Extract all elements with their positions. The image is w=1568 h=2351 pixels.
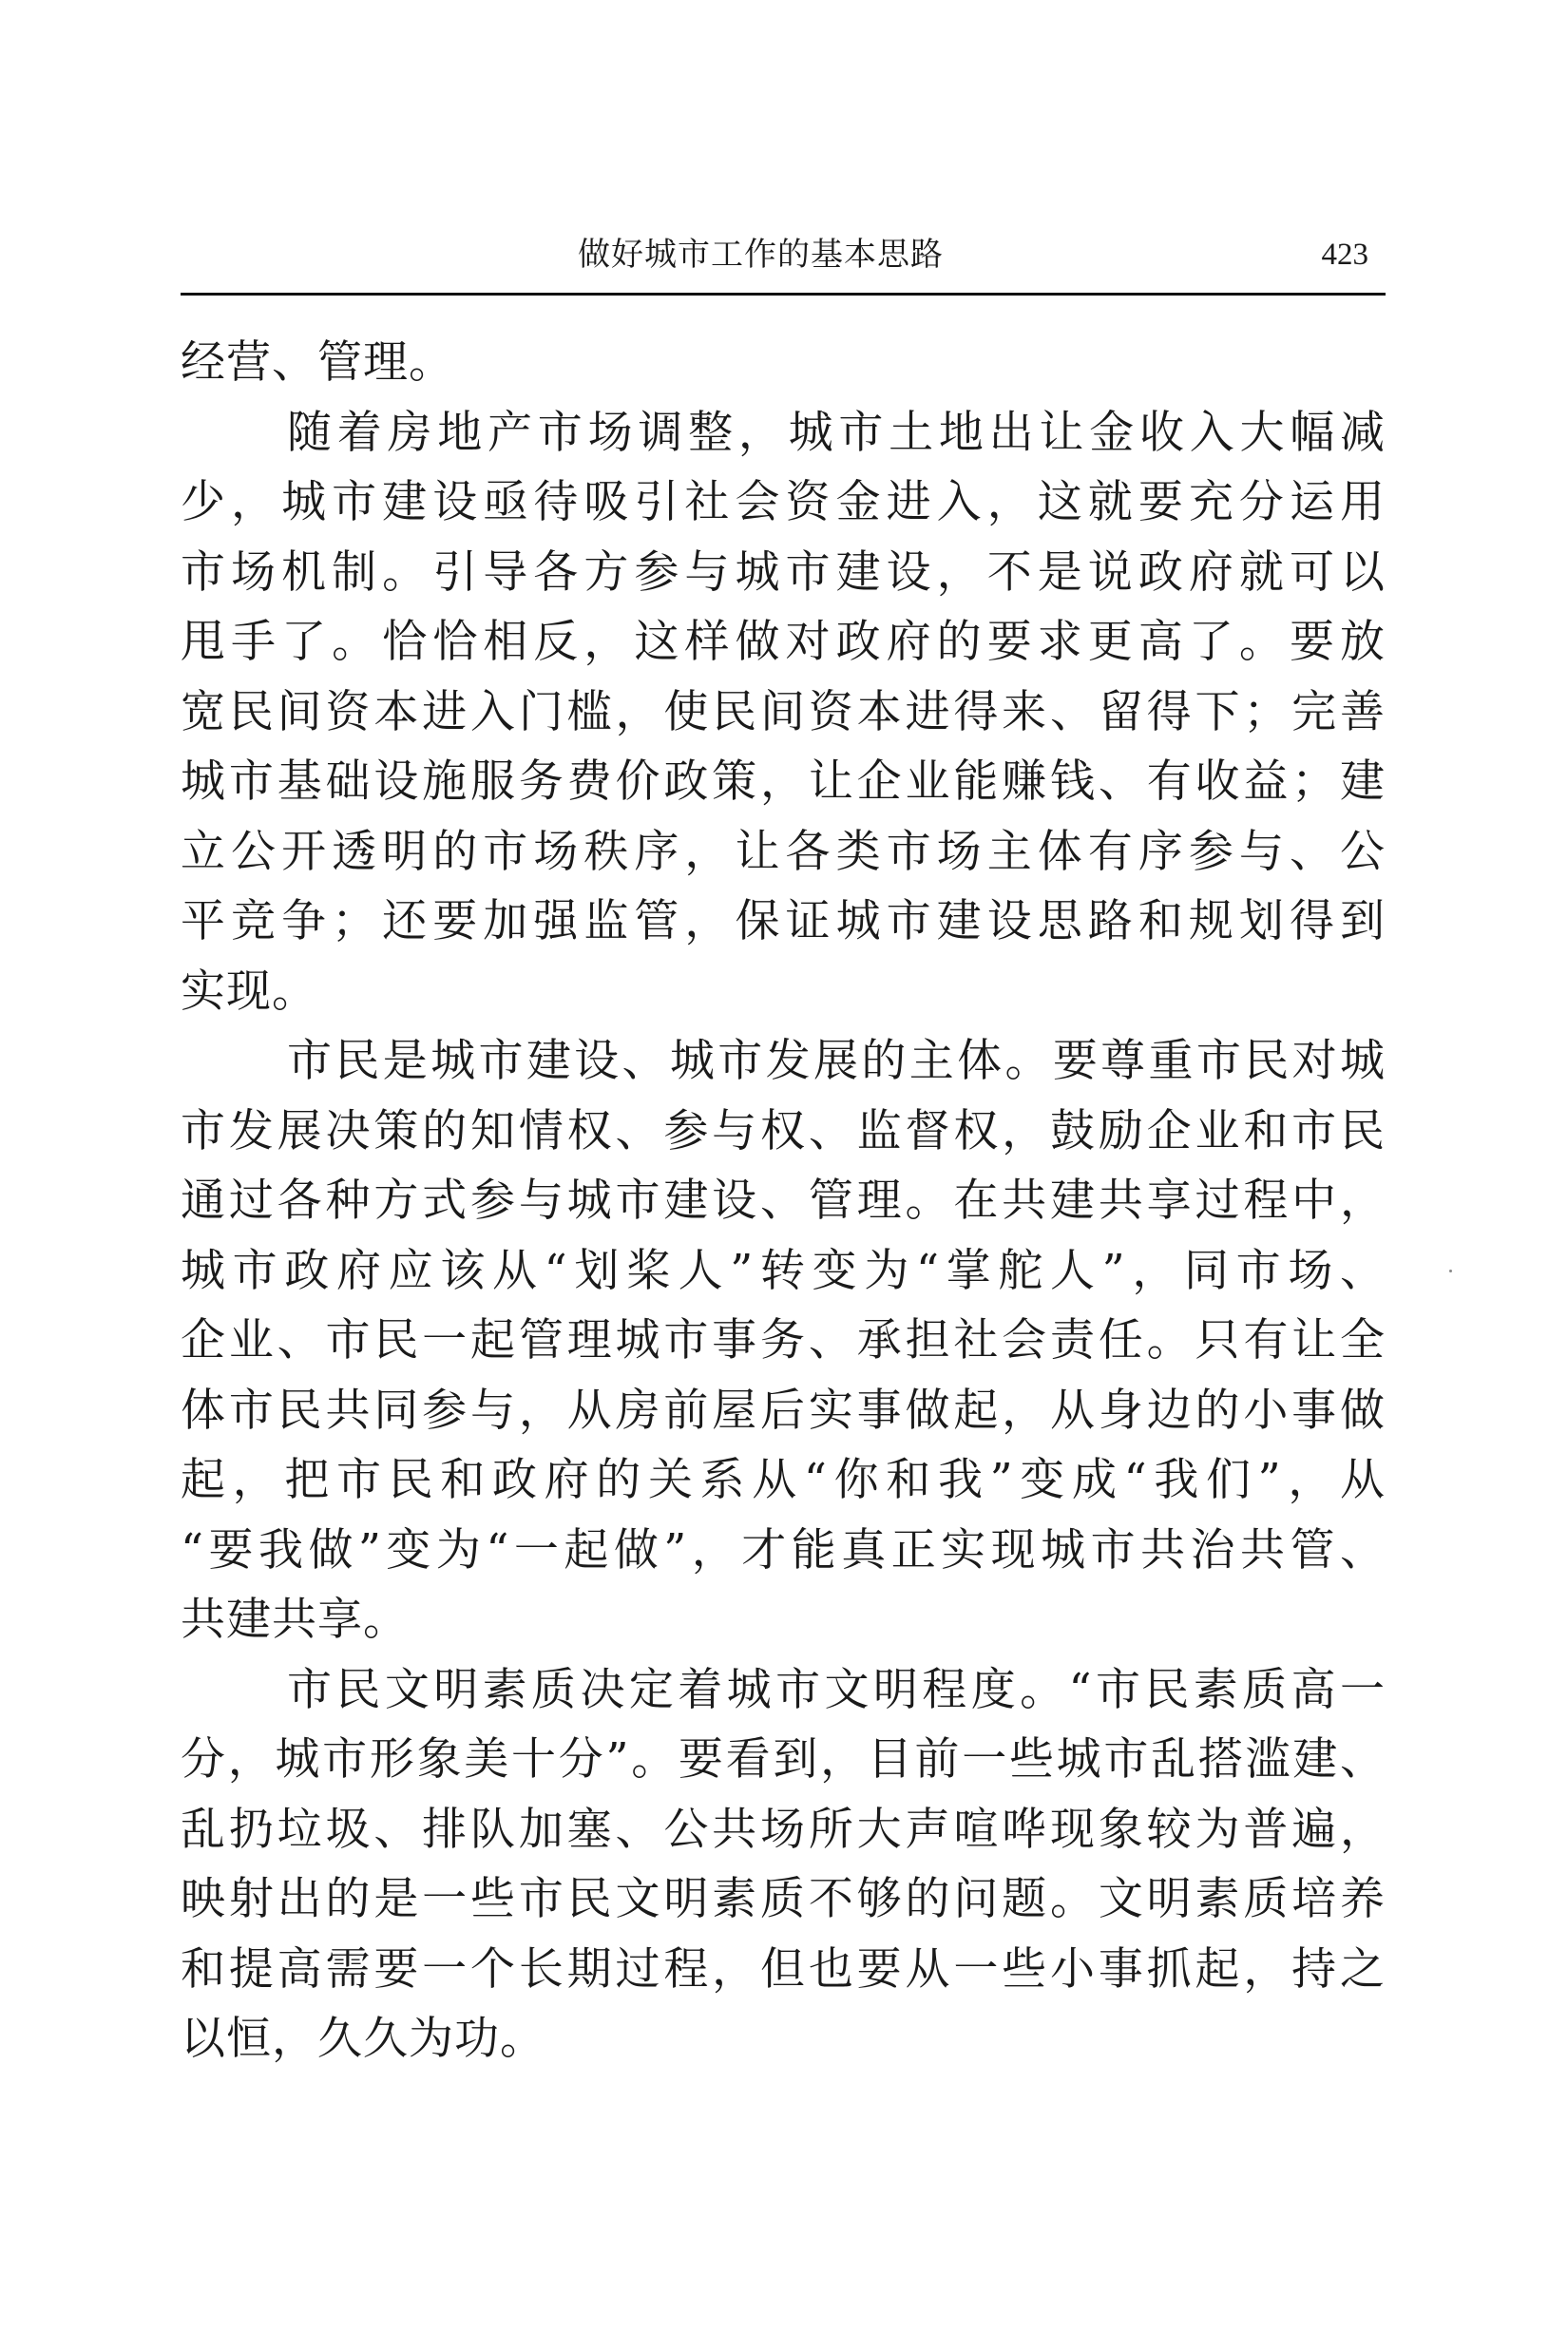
text-line: 体市民共同参与，从房前屋后实事做起，从身边的小事做 [181,1384,1386,1437]
text-line: 经营、管理。 [181,336,454,389]
text-line: 市民文明素质决定着城市文明程度。“市民素质高一 [287,1663,1386,1716]
scan-speck [1449,1270,1452,1272]
text-line: 市发展决策的知情权、参与权、监督权，鼓励企业和市民 [181,1104,1386,1157]
text-line: 随着房地产市场调整，城市土地出让金收入大幅减 [287,406,1386,459]
text-line: 映射出的是一些市民文明素质不够的问题。文明素质培养 [181,1873,1386,1925]
header-rule [181,293,1386,296]
text-line: 分，城市形象美十分”。要看到，目前一些城市乱搭滥建、 [181,1733,1386,1786]
text-line: 企业、市民一起管理城市事务、承担社会责任。只有让全 [181,1314,1386,1367]
text-line: 城市基础设施服务费价政策，让企业能赚钱、有收益；建 [181,755,1386,808]
text-line: 实现。 [181,965,317,1018]
text-line: 平竞争；还要加强监管，保证城市建设思路和规划得到 [181,895,1386,947]
text-line: 甩手了。恰恰相反，这样做对政府的要求更高了。要放 [181,616,1386,668]
running-title: 做好城市工作的基本思路 [578,236,944,274]
text-line: 和提高需要一个长期过程，但也要从一些小事抓起，持之 [181,1942,1386,1996]
text-line: 起，把市民和政府的关系从“你和我”变成“我们”，从 [181,1454,1386,1506]
text-line: “要我做”变为“一起做”，才能真正实现城市共治共管、 [181,1523,1386,1577]
text-line: 乱扔垃圾、排队加塞、公共场所大声喧哗现象较为普遍， [181,1803,1386,1856]
text-line: 城市政府应该从“划桨人”转变为“掌舵人”，同市场、 [181,1244,1386,1297]
text-line: 通过各种方式参与城市建设、管理。在共建共享过程中， [181,1175,1386,1227]
body-text [181,328,1386,2074]
text-line: 共建共享。 [181,1594,409,1646]
text-line: 市民是城市建设、城市发展的主体。要尊重市民对城 [287,1035,1386,1087]
text-line: 宽民间资本进入门槛，使民间资本进得来、留得下；完善 [181,685,1386,738]
page-header [181,236,1386,300]
text-line: 立公开透明的市场秩序，让各类市场主体有序参与、公 [181,825,1386,878]
text-line: 少，城市建设亟待吸引社会资金进入，这就要充分运用 [181,476,1386,528]
text-line: 市场机制。引导各方参与城市建设，不是说政府就可以 [181,545,1386,599]
page-number: 423 [1321,238,1368,272]
text-line: 以恒，久久为功。 [181,2013,545,2065]
